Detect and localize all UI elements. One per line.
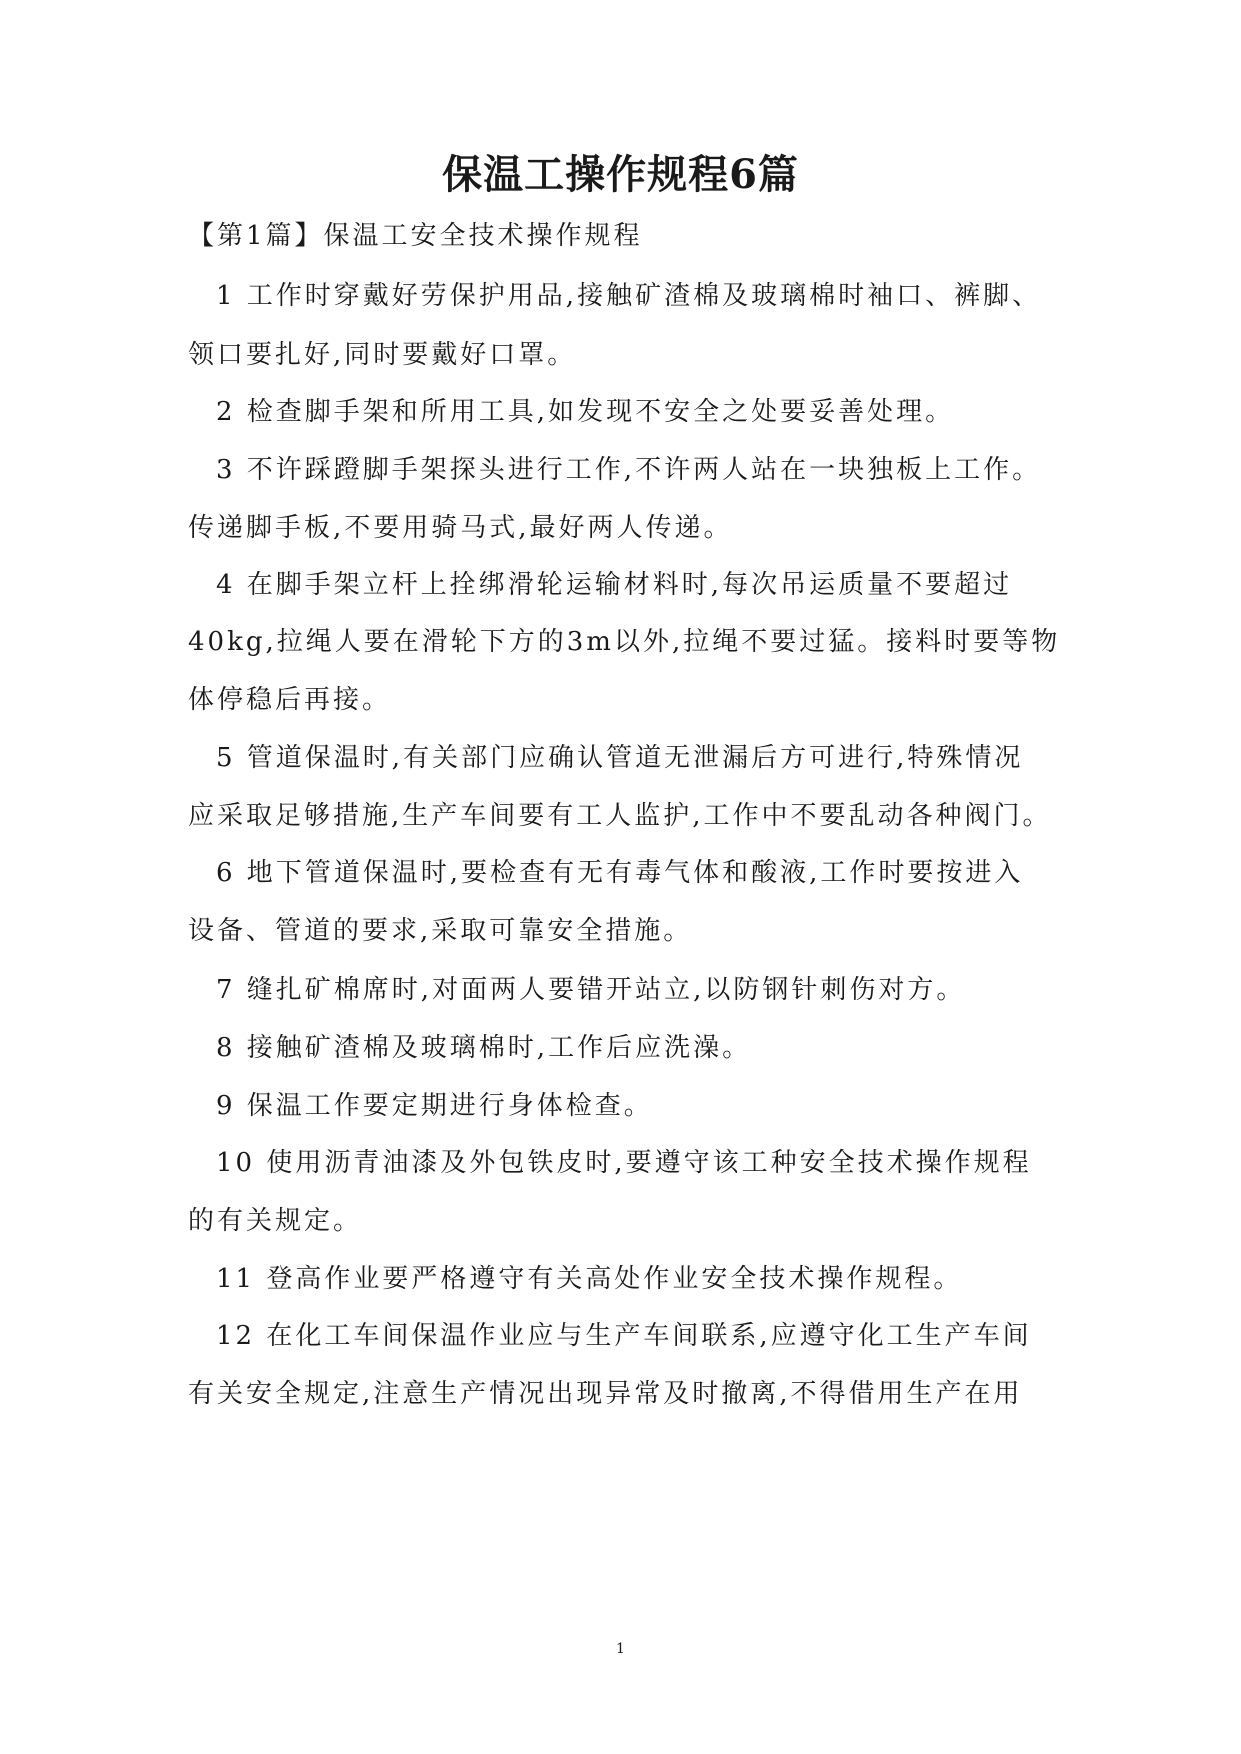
paragraph-line: 9 保温工作要定期进行身体检查。 xyxy=(216,1091,653,1121)
paragraph-line: 7 缝扎矿棉席时,对面两人要错开站立,以防钢针刺伤对方。 xyxy=(216,975,966,1005)
paragraph-line: 1 工作时穿戴好劳保护用品,接触矿渣棉及玻璃棉时袖口、裤脚、 xyxy=(216,281,1042,311)
paragraph-line: 12 在化工车间保温作业应与生产车间联系,应遵守化工生产车间 xyxy=(216,1321,1032,1351)
paragraph-line: 10 使用沥青油漆及外包铁皮时,要遵守该工种安全技术操作规程 xyxy=(216,1148,1032,1178)
document-title: 保温工操作规程6篇 xyxy=(442,151,799,198)
paragraph-line: 11 登高作业要严格遵守有关高处作业安全技术操作规程。 xyxy=(216,1264,963,1294)
paragraph-line: 体停稳后再接。 xyxy=(188,685,392,715)
paragraph-line: 40kg,拉绳人要在滑轮下方的3m以外,拉绳不要过猛。接料时要等物 xyxy=(188,627,1061,657)
page-number: 1 xyxy=(616,1641,625,1657)
paragraph-line: 2 检查脚手架和所用工具,如发现不安全之处要妥善处理。 xyxy=(216,397,955,427)
paragraph-line: 传递脚手板,不要用骑马式,最好两人传递。 xyxy=(188,513,733,543)
paragraph-line: 6 地下管道保温时,要检查有无有毒气体和酸液,工作时要按进入 xyxy=(216,858,1024,888)
paragraph-line: 8 接触矿渣棉及玻璃棉时,工作后应洗澡。 xyxy=(216,1033,752,1063)
paragraph-line: 的有关规定。 xyxy=(188,1206,363,1236)
paragraph-line: 应采取足够措施,生产车间要有工人监护,工作中不要乱动各种阀门。 xyxy=(188,801,1052,831)
paragraph-line: 4 在脚手架立杆上拴绑滑轮运输材料时,每次吊运质量不要超过 xyxy=(216,570,1013,600)
section-heading: 【第1篇】保温工安全技术操作规程 xyxy=(188,221,643,251)
paragraph-line: 领口要扎好,同时要戴好口罩。 xyxy=(188,340,577,370)
paragraph-line: 有关安全规定,注意生产情况出现异常及时撤离,不得借用生产在用 xyxy=(188,1379,1023,1409)
paragraph-line: 5 管道保温时,有关部门应确认管道无泄漏后方可进行,特殊情况 xyxy=(216,743,1024,773)
paragraph-line: 设备、管道的要求,采取可靠安全措施。 xyxy=(188,916,693,946)
paragraph-line: 3 不许踩蹬脚手架探头进行工作,不许两人站在一块独板上工作。 xyxy=(216,455,1042,485)
